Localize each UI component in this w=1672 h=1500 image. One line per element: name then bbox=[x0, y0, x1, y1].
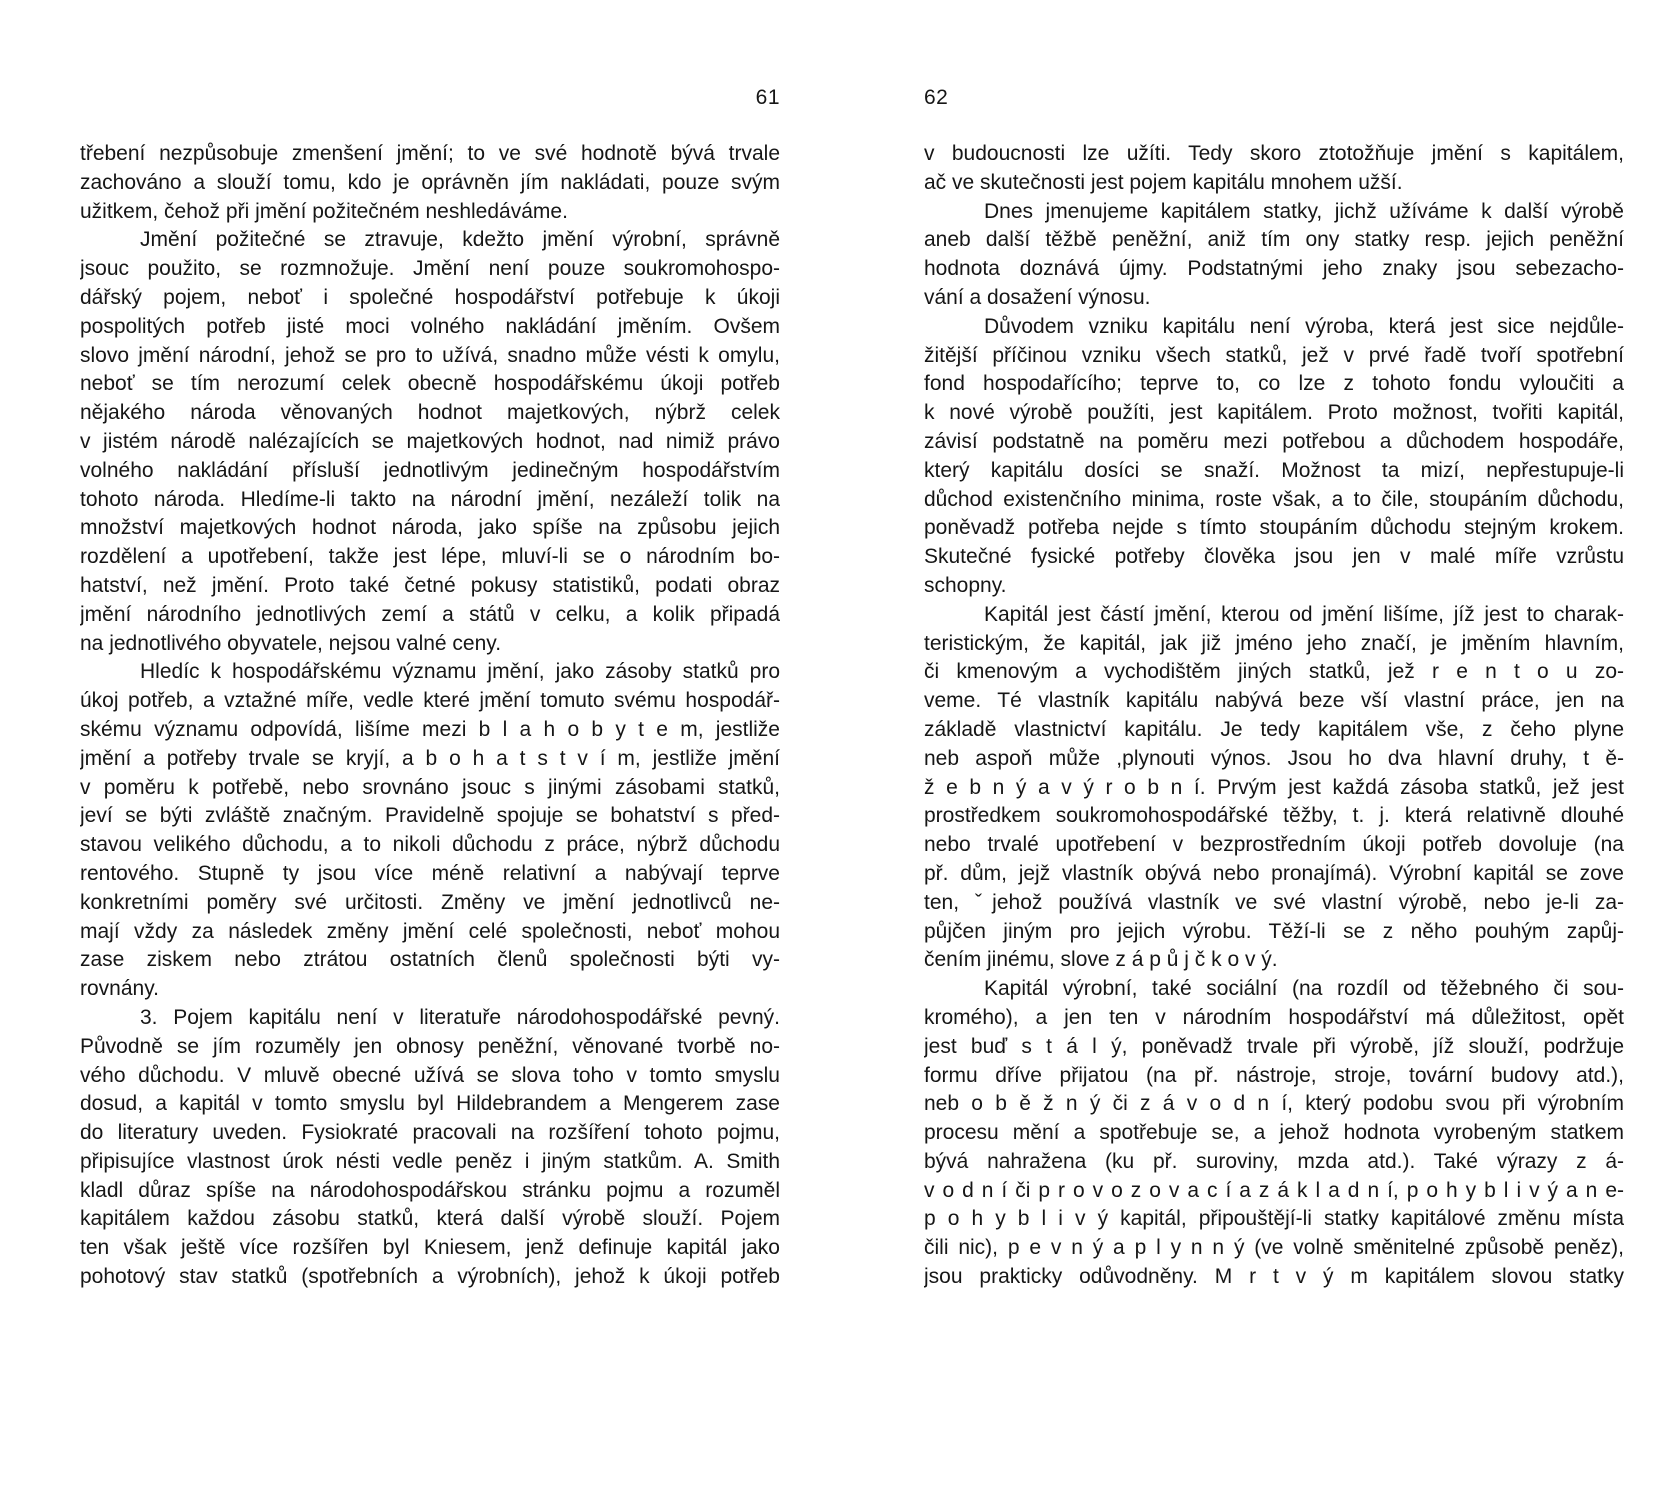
text-line: formu dříve přijatou (na př. nástroje, stroje, tovární budovy atd.), bbox=[924, 1063, 1624, 1087]
text-line: Původně se jím rozuměly jen obnosy peněžní, věnované tvorbě no- bbox=[80, 1034, 780, 1058]
text-line: aneb další těžbě peněžní, aniž tím ony statky resp. jejich peněžní bbox=[924, 228, 1624, 252]
text-line: půjčen jiným pro jejich výrobu. Těží-li se z něho pouhým zapůj- bbox=[924, 919, 1624, 943]
text-line: veme. Té vlastník kapitálu nabývá beze vší vlastní práce, jen na bbox=[924, 689, 1624, 713]
text-line: úkoj potřeb, a vztažné míře, vedle které jmění tomuto svému hospodář- bbox=[80, 689, 780, 713]
text-line: na jednotlivého obyvatele, nejsou valné ceny. bbox=[80, 631, 502, 655]
text-line: 3. Pojem kapitálu není v literatuře národohospodářské pevný. bbox=[140, 1005, 780, 1029]
text-line: nebo trvalé upotřebení v bezprostředním úkoji potřeb dovoluje (na bbox=[924, 833, 1624, 857]
text-line: vání a dosažení výnosu. bbox=[924, 285, 1151, 309]
text-line: ten však ještě více rozšířen byl Kniesem, jenž definuje kapitál jako bbox=[80, 1236, 780, 1260]
text-line: př. dům, jejž vlastník obývá nebo pronajímá). Výrobní kapitál se zove bbox=[924, 861, 1624, 885]
text-line: v poměru k potřebě, nebo srovnáno jsouc s jinými zásobami statků, bbox=[80, 775, 780, 799]
text-line: čením jinému, slove z á p ů j č k o v ý. bbox=[924, 948, 1278, 972]
text-line: závisí podstatně na poměru mezi potřebou a důchodem hospodáře, bbox=[924, 429, 1624, 453]
text-line: fond hospodařícího; teprve to, co lze z tohoto fondu vyloučiti a bbox=[924, 372, 1624, 396]
text-line: tohoto národa. Hledíme-li takto na národní jmění, nezáleží tolik na bbox=[80, 487, 780, 511]
text-line: dosud, a kapitál v tomto smyslu byl Hildebrandem a Mengerem zase bbox=[80, 1092, 780, 1116]
text-line: schopny. bbox=[924, 573, 1007, 597]
text-line: k nové výrobě použíti, jest kapitálem. Proto možnost, tvořiti kapitál, bbox=[924, 401, 1624, 425]
text-line: jsou prakticky odůvodněny. M r t v ý m kapitálem slovou statky bbox=[924, 1265, 1624, 1289]
text-line: rentového. Stupně ty jsou více méně relativní a nabývají teprve bbox=[80, 861, 780, 885]
text-line: dářský pojem, neboť i společné hospodářství potřebuje k úkoji bbox=[80, 285, 780, 309]
text-line: Hledíc k hospodářskému významu jmění, jako zásoby statků pro bbox=[140, 660, 780, 684]
text-line: jest buď s t á l ý, poněvadž trvale při výrobě, jíž slouží, podržuje bbox=[924, 1034, 1624, 1058]
text-line: kladl důraz spíše na národohospodářskou stránku pojmu a rozuměl bbox=[80, 1178, 780, 1202]
text-line: zase ziskem nebo ztrátou ostatních členů společnosti býti vy- bbox=[80, 948, 780, 972]
page-number-right: 62 bbox=[924, 86, 949, 109]
text-line: v jistém národě nalézajících se majetkových hodnot, nad nimiž právo bbox=[80, 429, 780, 453]
right-page-body bbox=[924, 140, 1624, 1292]
left-page-body bbox=[80, 140, 780, 1292]
text-line: Dnes jmenujeme kapitálem statky, jichž užíváme k další výrobě bbox=[984, 199, 1624, 223]
text-line: pospolitých potřeb jisté moci volného nakládání jměním. Ovšem bbox=[80, 314, 780, 338]
text-line: kapitálem každou zásobu statků, která další výrobě slouží. Pojem bbox=[80, 1207, 780, 1231]
text-line: hatství, než jmění. Proto také četné pokusy statistiků, podati obraz bbox=[80, 573, 780, 597]
text-line: procesu mění a spotřebuje se, a jehož hodnota vyrobeným statkem bbox=[924, 1121, 1624, 1145]
text-line: konkretními poměry své určitosti. Změny ve jmění jednotlivců ne- bbox=[80, 890, 780, 914]
text-line: volného nakládání přísluší jednotlivým jedinečným hospodářstvím bbox=[80, 458, 780, 482]
text-line: Skutečné fysické potřeby člověka jsou jen v malé míře vzrůstu bbox=[924, 545, 1624, 569]
text-line: jmění a potřeby trvale se kryjí, a b o h a t s t v í m, jestliže jmění bbox=[80, 746, 780, 770]
text-line: který kapitálu dosíci se snaží. Možnost ta mizí, nepřestupuje-li bbox=[924, 458, 1624, 482]
text-line: zachováno a slouží tomu, kdo je oprávněn jím nakládati, pouze svým bbox=[80, 170, 780, 194]
text-line: užitkem, čehož při jmění požitečném neshledáváme. bbox=[80, 199, 568, 223]
text-line: Důvodem vzniku kapitálu není výroba, která jest sice nejdůle- bbox=[984, 314, 1624, 338]
text-line: neb aspoň může ,plynouti výnos. Jsou ho dva hlavní druhy, t ě- bbox=[924, 746, 1624, 770]
text-line: kromého), a jen ten v národním hospodářství má důležitost, opět bbox=[924, 1005, 1624, 1029]
text-line: Kapitál jest částí jmění, kterou od jmění lišíme, jíž jest to charak- bbox=[984, 602, 1624, 626]
text-line: množství majetkových hodnot národa, jako spíše na způsobu jejich bbox=[80, 516, 780, 540]
text-line: připisujíce vlastnost úrok nésti vedle peněz i jiným statkům. A. Smith bbox=[80, 1149, 780, 1173]
text-line: jmění národního jednotlivých zemí a států v celku, a kolik připadá bbox=[80, 602, 780, 626]
text-line: rozdělení a upotřebení, takže jest lépe, mluví-li se o národním bo- bbox=[80, 545, 780, 569]
text-line: Jmění požitečné se ztravuje, kdežto jmění výrobní, správně bbox=[140, 228, 780, 252]
text-line: či kmenovým a vychodištěm jiných statků, jež r e n t o u zo- bbox=[924, 660, 1624, 684]
text-line: bývá nahražena (ku př. suroviny, mzda atd.). Také výrazy z á- bbox=[924, 1149, 1624, 1173]
text-line: neboť se tím nerozumí celek obecně hospodářskému úkoji potřeb bbox=[80, 372, 780, 396]
text-line: stavou velikého důchodu, a to nikoli důchodu z práce, nýbrž důchodu bbox=[80, 833, 780, 857]
text-line: skému významu odpovídá, lišíme mezi b l a h o b y t e m, jestliže bbox=[80, 717, 780, 741]
text-line: jsouc použito, se rozmnožuje. Jmění není pouze soukromohospo- bbox=[80, 257, 780, 281]
text-line: Kapitál výrobní, také sociální (na rozdíl od těžebného či sou- bbox=[984, 977, 1624, 1001]
text-line: hodnota doznává újmy. Podstatnými jeho znaky jsou sebezacho- bbox=[924, 257, 1624, 281]
text-line: čili nic), p e v n ý a p l y n n ý (ve volně směnitelné způsobě peněz), bbox=[924, 1236, 1624, 1260]
text-line: třebení nezpůsobuje zmenšení jmění; to ve své hodnotě bývá trvale bbox=[80, 142, 780, 165]
text-line: do literatury uveden. Fysiokraté pracovali na rozšíření tohoto pojmu, bbox=[80, 1121, 780, 1145]
text-line: jeví se býti zvláště značným. Pravidelně spojuje se bohatství s před- bbox=[80, 804, 780, 828]
text-line: slovo jmění národní, jehož se pro to užívá, snadno může vésti k omylu, bbox=[80, 343, 780, 367]
text-line: poněvadž potřeba nejde s tímto stoupáním důchodu stejným krokem. bbox=[924, 516, 1624, 540]
text-line: ž e b n ý a v ý r o b n í. Prvým jest každá zásoba statků, jež jest bbox=[924, 775, 1624, 799]
text-line: důchod existenčního minima, roste však, a to čile, stoupáním důchodu, bbox=[924, 487, 1624, 511]
text-line: rovnány. bbox=[80, 977, 159, 1001]
text-line: ač ve skutečnosti jest pojem kapitálu mnohem užší. bbox=[924, 170, 1403, 194]
text-line: prostředkem soukromohospodářské těžby, t. j. která relativně dlouhé bbox=[924, 804, 1624, 828]
text-line: ten, ˇjehož používá vlastník ve své vlastní výrobě, nebo je-li za- bbox=[924, 890, 1624, 914]
text-line: mají vždy za následek změny jmění celé společnosti, neboť mohou bbox=[80, 919, 780, 943]
text-line: neb o b ě ž n ý či z á v o d n í, který podobu svou při výrobním bbox=[924, 1092, 1624, 1116]
text-line: pohotový stav statků (spotřebních a výrobních), jehož k úkoji potřeb bbox=[80, 1265, 780, 1289]
page-number-left: 61 bbox=[755, 86, 780, 109]
text-line: žitější příčinou vzniku všech statků, jež v prvé řadě tvoří spotřební bbox=[924, 343, 1624, 367]
text-line: v budoucnosti lze užíti. Tedy skoro ztotožňuje jmění s kapitálem, bbox=[924, 142, 1624, 165]
text-line: v o d n í či p r o v o z o v a c í a z á k l a d n í, p o h y b l i v ý a n e- bbox=[924, 1178, 1624, 1202]
text-line: p o h y b l i v ý kapitál, připouštějí-li statky kapitálové změnu místa bbox=[924, 1207, 1624, 1231]
text-line: teristickým, že kapitál, jak již jméno jeho značí, je jměním hlavním, bbox=[924, 631, 1624, 655]
text-line: nějakého národa věnovaných hodnot majetkových, nýbrž celek bbox=[80, 401, 780, 425]
text-line: základě vlastnictví kapitálu. Je tedy kapitálem vše, z čeho plyne bbox=[924, 717, 1624, 741]
text-line: vého důchodu. V mluvě obecné užívá se slova toho v tomto smyslu bbox=[80, 1063, 780, 1087]
